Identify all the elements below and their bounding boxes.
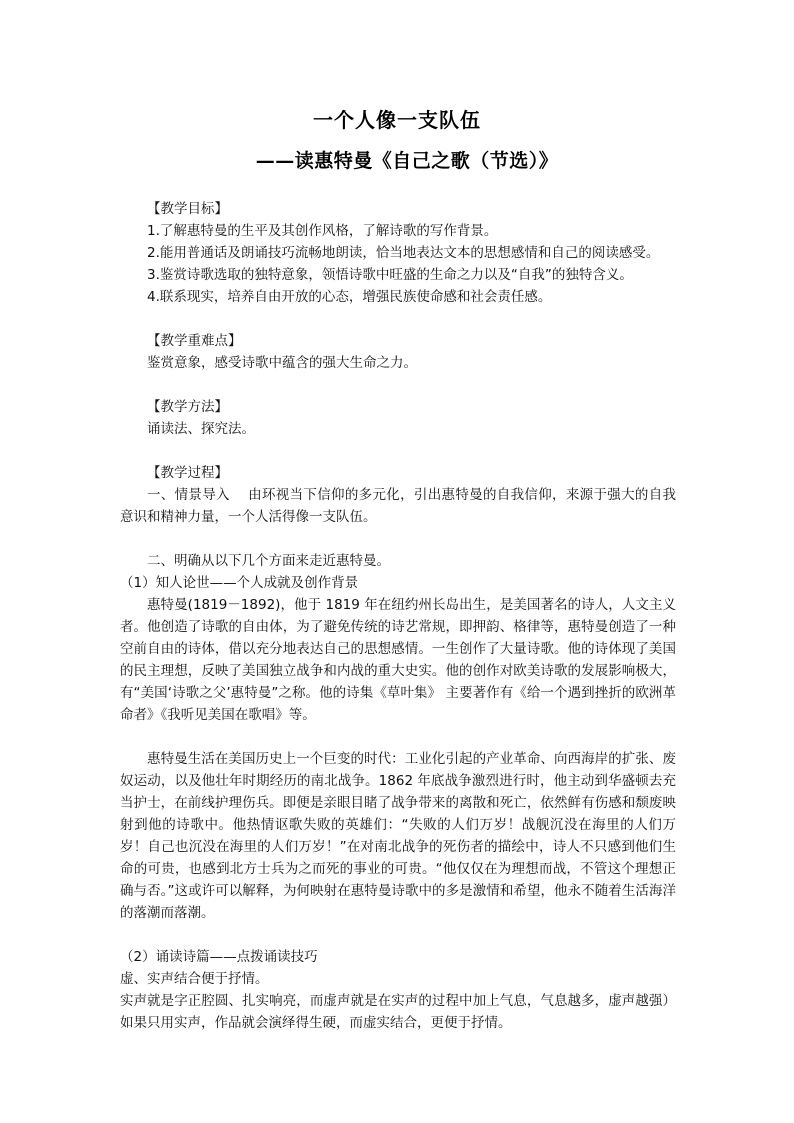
bio-paragraph: 惠特曼(1819－1892)，他于 1819 年在纽约州长岛出生，是美国著名的诗人，人文主义者。他创造了诗歌的自由体，为了避免传统的诗艺常规，即押韵、格律等，惠特曼创造了一种空前自由的诗体，借以充分地表达自己的思想感情。一生创作了大量诗歌。他的诗体现了美国的民主理想，反映了美国独立战争和内战的重大史实。他的创作对欧美诗歌的发展影响极大，有“美国‘诗歌之父’惠特曼”之称。他的诗集《草叶集》 主要著作有《给一个遇到挫折的欧洲革命者》《我听见美国在歌唱》等。 (120, 597, 676, 723)
tip-text: 实声就是字正腔圆、扎实响亮，而虚声就是在实声的过程中加上气息，气息越多，虚声越强）如果只用实声，作品就会演绎得生硬，而虚实结合，更便于抒情。 (120, 993, 676, 1031)
intro-paragraph (120, 484, 676, 528)
document-title: 一个人像一支队伍 (313, 108, 481, 132)
key-points-heading: 【教学重难点】 (147, 333, 242, 349)
intro-label: 一、情景导入 (147, 487, 230, 503)
section2-title: 二、明确从以下几个方面来走近惠特曼。 (147, 553, 390, 569)
sub2-title: （2）诵读诗篇——点拨诵读技巧 (120, 949, 318, 965)
sub1-title: （1）知人论世——个人成就及创作背景 (120, 575, 359, 591)
document-subtitle: ——读惠特曼《自己之歌（节选）》 (255, 150, 559, 172)
goals-heading: 【教学目标】 (147, 201, 228, 217)
intro-text: 由环视当下信仰的多元化，引出惠特曼的自我信仰，来源于强大的自我意识和精神力量，一个人活得像一支队伍。 (120, 487, 677, 525)
document-body (120, 198, 676, 1034)
goal-item: 3.鉴赏诗歌选取的独特意象，领悟诗歌中旺盛的生命之力以及“自我”的独特含义。 (147, 267, 633, 283)
context-paragraph: 惠特曼生活在美国历史上一个巨变的时代：工业化引起的产业革命、向西海岸的扩张、废奴运动，以及他壮年时期经历的南北战争。1862 年底战争激烈进行时，他主动到华盛顿去充当护士，在前线护理伤兵。即便是亲眼目睹了战争带来的离散和死亡，依然鲜有伤感和颓废映射到他的诗歌中。他热情讴歌失败的英雄们：“失败的人们万岁！战舰沉没在海里的人们万岁！自己也沉没在海里的人们万岁！”在对南北战争的死伤者的描绘中，诗人不只感到他们生命的可贵，也感到北方士兵为之而死的事业的可贵。“他仅仅在为理想而战，不管这个理想正确与否。”这或许可以解释，为何映射在惠特曼诗歌中的多是激情和希望，他永不随着生活海洋的落潮而落潮。 (120, 751, 676, 921)
goal-item: 2.能用普通话及朗诵技巧流畅地朗读，恰当地表达文本的思想感情和自己的阅读感受。 (147, 245, 660, 261)
methods-heading: 【教学方法】 (147, 399, 228, 415)
process-heading: 【教学过程】 (147, 465, 228, 481)
goal-item: 4.联系现实，培养自由开放的心态，增强民族使命感和社会责任感。 (147, 289, 552, 305)
tip-title: 虚、实声结合便于抒情。 (120, 971, 269, 987)
methods-text: 诵读法、探究法。 (147, 421, 255, 437)
key-points-text: 鉴赏意象，感受诗歌中蕴含的强大生命之力。 (147, 355, 417, 371)
goal-item: 1.了解惠特曼的生平及其创作风格，了解诗歌的写作背景。 (147, 223, 498, 239)
